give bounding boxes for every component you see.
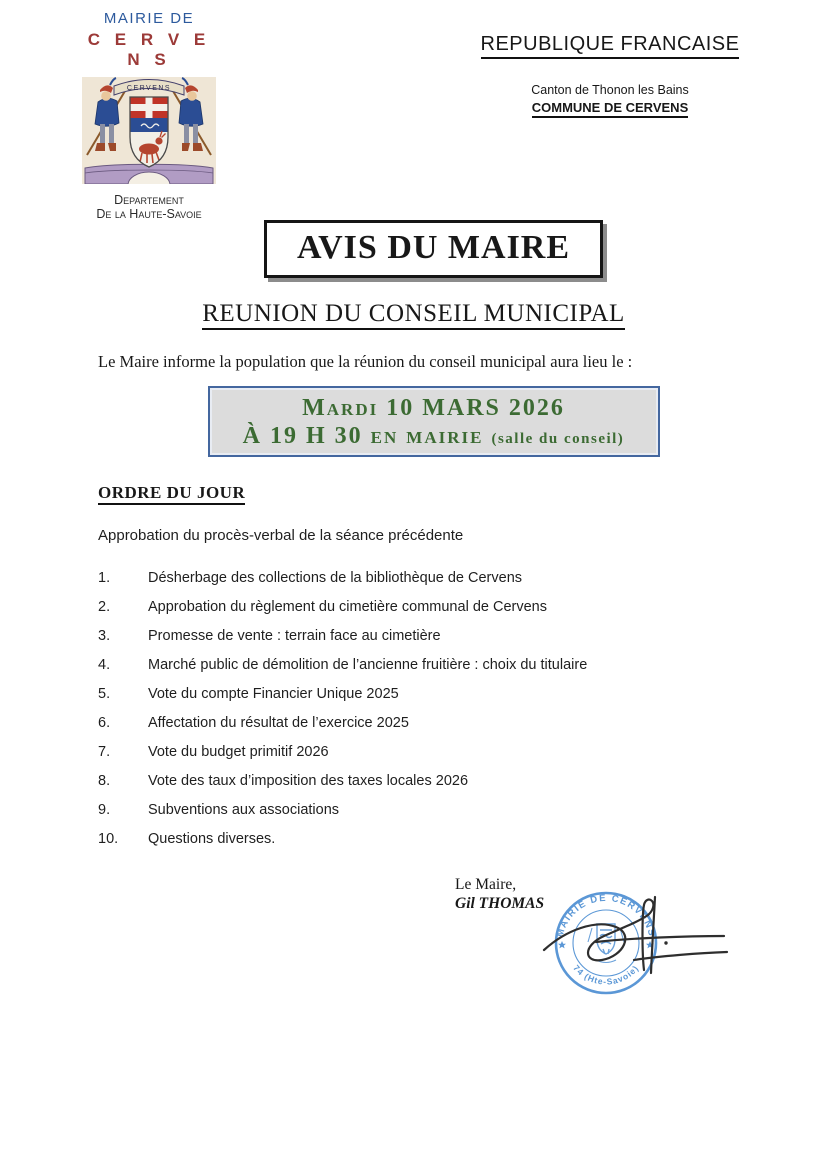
signer-role: Le Maire, <box>455 876 517 893</box>
notice-subtitle: REUNION DU CONSEIL MUNICIPAL <box>0 300 827 328</box>
agenda-item-text: Vote du compte Financier Unique 2025 <box>148 686 399 702</box>
agenda-heading: ORDRE DU JOUR <box>98 483 827 503</box>
agenda-item <box>98 715 827 731</box>
agenda-item-number: 3. <box>98 628 111 644</box>
agenda-item-number: 9. <box>98 802 111 818</box>
agenda-item-number: 8. <box>98 773 111 789</box>
signature-block <box>455 876 544 913</box>
agenda-item <box>98 802 827 818</box>
agenda-item <box>98 628 827 644</box>
agenda-item-text: Approbation du règlement du cimetière communal de Cervens <box>148 599 547 615</box>
agenda-item <box>98 570 827 586</box>
meeting-date: Mardi 10 MARS 2026 <box>302 395 565 421</box>
agenda-list <box>98 570 827 847</box>
agenda-item-text: Subventions aux associations <box>148 802 340 818</box>
agenda-item-number: 1. <box>98 570 111 586</box>
agenda-item <box>98 831 827 847</box>
department-line1: Departement <box>114 193 184 207</box>
agenda-item <box>98 686 827 702</box>
agenda-item <box>98 744 827 760</box>
agenda-item <box>98 773 827 789</box>
republic-title: REPUBLIQUE FRANCAISE <box>481 33 740 59</box>
agenda-item <box>98 599 827 615</box>
meeting-time-place: À 19 H 30 en mairie (salle du conseil) <box>242 422 625 449</box>
signer-name: Gil THOMAS <box>455 894 545 912</box>
agenda-item <box>98 657 827 673</box>
notice-title: AVIS DU MAIRE <box>296 229 571 266</box>
stamp-top-text: MAIRIE DE CERVENS <box>554 892 658 939</box>
stamp-bottom-text: 74 (Hte-Savoie) <box>571 962 641 987</box>
agenda-item-number: 4. <box>98 657 111 673</box>
intro-paragraph: Le Maire informe la population que la réunion du conseil municipal aura lieu le : <box>98 352 633 371</box>
agenda-item-text: Marché public de démolition de l’ancienne fruitière : choix du titulaire <box>148 657 588 673</box>
agenda-item-number: 2. <box>98 599 111 615</box>
agenda-item-text: Questions diverses. <box>148 831 276 847</box>
agenda-preamble: Approbation du procès-verbal de la séance précédente <box>98 527 464 544</box>
agenda-item-text: Affectation du résultat de l’exercice 2025 <box>148 715 409 731</box>
agenda-item-text: Désherbage des collections de la bibliothèque de Cervens <box>148 570 523 586</box>
mairie-de-label: MAIRIE DE <box>103 10 195 27</box>
notice-title-box <box>264 220 603 278</box>
agenda-item-number: 10. <box>98 831 119 847</box>
agenda-item-text: Promesse de vente : terrain face au cimetière <box>148 628 441 644</box>
canton-label: Canton de Thonon les Bains <box>531 83 689 97</box>
agenda-item-text: Vote du budget primitif 2026 <box>148 744 329 760</box>
official-stamp <box>538 886 734 1000</box>
meeting-info-box <box>208 386 660 457</box>
agenda-item-number: 5. <box>98 686 111 702</box>
department-line2: De la Haute-Savoie <box>96 207 202 222</box>
svg-text:74 (Hte-Savoie) <box>571 963 640 987</box>
agenda-item-number: 7. <box>98 744 111 760</box>
meeting-room-note: (salle du conseil) <box>491 430 625 447</box>
coat-banner-text: CERVENS <box>126 85 172 92</box>
agenda-item-number: 6. <box>98 715 111 731</box>
commune-label: COMMUNE DE CERVENS <box>532 100 689 118</box>
cervens-label: C E R V E N S <box>87 30 211 69</box>
agenda-item-text: Vote des taux d’imposition des taxes locales 2026 <box>148 773 469 789</box>
